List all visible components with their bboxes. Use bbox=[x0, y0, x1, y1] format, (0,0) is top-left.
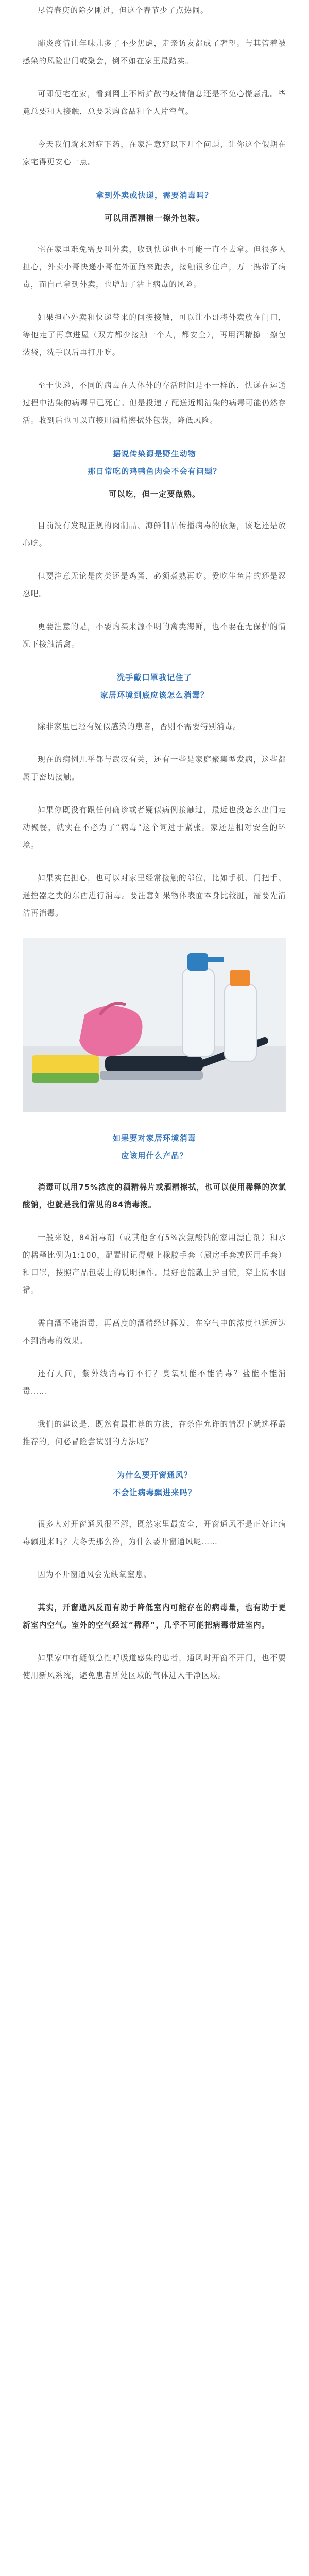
section1-question: 拿到外卖或快递，需要消毒吗？ bbox=[96, 191, 213, 200]
section1-paragraph-3: 至于快递，不同的病毒在人体外的存活时间是不一样的，快递在运送过程中沾染的病毒早已死亡。但是投递 / 配送近期沾染的病毒可能仍然存活。收到后也可以直接用酒精擦拭外包装，降低风险。 bbox=[23, 381, 286, 425]
section1-paragraph-2: 如果担心外卖和快递带来的间接接触，可以让小哥将外卖放在门口，等他走了再拿进屋（双方都少接触一个人，都安全），再用酒精擦一擦包装袋，洗手以后再打开吃。 bbox=[23, 313, 286, 357]
section2-answer: 可以吃，但一定要做熟。 bbox=[108, 489, 201, 499]
section2-paragraph-3: 更要注意的是，不要购买来源不明的禽类海鲜，也不要在无保护的情况下接触活禽。 bbox=[23, 622, 286, 649]
intro-paragraph-1: 尽管春庆的除夕刚过，但这个春节少了点热闹。 bbox=[38, 6, 209, 15]
intro-paragraph-2: 肺炎疫情让年味儿多了不少焦虑，走亲访友都成了奢望。与其管着被感染的风险出门或聚会，倒不如在家里最踏实。 bbox=[23, 39, 286, 65]
cleaning-supplies-illustration bbox=[23, 938, 286, 1112]
section5-question-line-1: 为什么要开窗通风？ bbox=[117, 1470, 192, 1480]
section3-paragraph-1: 除非家里已经有疑似感染的患者，否则不需要特别消毒。 bbox=[38, 722, 242, 731]
sponge-icon bbox=[32, 1055, 99, 1083]
section2-question-line-1: 据说传染源是野生动物 bbox=[112, 449, 196, 459]
section3-question-line-1: 洗手戴口罩我记住了 bbox=[117, 673, 192, 682]
section4-paragraph-1: 消毒可以用75%浓度的酒精棉片或酒精擦拭，也可以使用稀释的次氯酸钠，也就是我们常见的84消毒液。 bbox=[23, 1183, 286, 1209]
section1-answer: 可以用酒精擦一擦外包装。 bbox=[104, 213, 205, 223]
section5-paragraph-2: 因为不开窗通风会先缺氧窒息。 bbox=[38, 1570, 152, 1579]
section3-paragraph-2: 现在的病例几乎都与武汉有关，还有一些是家庭聚集型发病，这些都属于密切接触。 bbox=[23, 755, 286, 782]
section4-paragraph-4: 还有人问，紫外线消毒行不行？臭氧机能不能消毒？盐能不能消毒…… bbox=[23, 1369, 286, 1396]
section2-question-line-2: 那日常吃的鸡鸭鱼肉会不会有问题？ bbox=[88, 467, 221, 476]
section4-paragraph-5: 我们的建议是，既然有最推荐的方法，在条件允许的情况下就选择最推荐的，何必冒险尝试别的方法呢？ bbox=[23, 1420, 286, 1446]
section5-paragraph-3: 其实，开窗通风反而有助于降低室内可能存在的病毒量，也有助于更新室内空气。室外的空气经过“稀释”，几乎不可能把病毒带进室内。 bbox=[23, 1603, 286, 1630]
section4-question-line-1: 如果要对家居环境消毒 bbox=[112, 1133, 196, 1143]
intro-paragraph-3: 可即便宅在家，看到网上不断扩散的疫情信息还是不免心慌意乱。毕竟总要和人接触，总要采购食品和个人片空气。 bbox=[23, 90, 286, 116]
section2-paragraph-2: 但要注意无论是肉类还是鸡蛋，必须煮熟再吃。爱吃生鱼片的还是忍忍吧。 bbox=[23, 572, 286, 598]
section4-paragraph-2: 一般来说，84消毒剂（或其他含有5%次氯酸钠的家用漂白剂）和水的稀释比例为1:100，配置时记得戴上橡胶手套（厨房手套或医用手套）和口罩，按照产品包装上的说明操作。最好也能戴上护目镜，穿上防水围裙。 bbox=[23, 1233, 286, 1295]
section2-paragraph-1: 目前没有发现正规的肉制品、海鲜制品传播病毒的依据，该吃还是放心吃。 bbox=[23, 521, 286, 548]
section3-paragraph-3: 如果你既没有跟任何确诊或者疑似病例接触过，最近也没怎么出门走动聚餐，就实在不必为了“病毒”这个词过于紧张。家还是相对安全的环境。 bbox=[23, 806, 286, 850]
section4-question-line-2: 应该用什么产品？ bbox=[121, 1151, 188, 1160]
section5-paragraph-4: 如果家中有疑似急性呼吸道感染的患者，通风时开窗不开门，也不要使用新风系统，避免患者所处区域的气体进入干净区域。 bbox=[23, 1654, 286, 1680]
section3-question-line-2: 家居环境到底应该怎么消毒？ bbox=[100, 690, 209, 700]
section4-paragraph-3: 需白酒不能消毒，再高度的酒精经过挥发，在空气中的浓度也远远达不到消毒的效果。 bbox=[23, 1319, 286, 1345]
section1-paragraph-1: 宅在家里难免需要叫外卖，收到快递也不可能一直不去拿。但很多人担心，外卖小哥快递小哥在外面跑来跑去，接触很多住户，万一携带了病毒，而自己拿到外卖，也增加了沾上病毒的风险。 bbox=[23, 245, 286, 289]
section5-paragraph-1: 很多人对开窗通风很不解，既然家里最安全，开窗通风不是正好让病毒飘进来吗？大冬天那么冷，为什么要开窗通风呢…… bbox=[23, 1520, 286, 1546]
section3-paragraph-4: 如果实在担心，也可以对家里经常接触的部位，比如手机、门把手、遥控器之类的东西进行消毒。要注意如果物体表面本身比较脏，需要先清洁再消毒。 bbox=[23, 874, 286, 918]
intro-paragraph-4: 今天我们就来对症下药，在家注意好以下几个问题，让你这个假期在家宅得更安心一点。 bbox=[23, 140, 286, 166]
section5-question-line-2: 不会让病毒飘进来吗？ bbox=[112, 1488, 196, 1497]
